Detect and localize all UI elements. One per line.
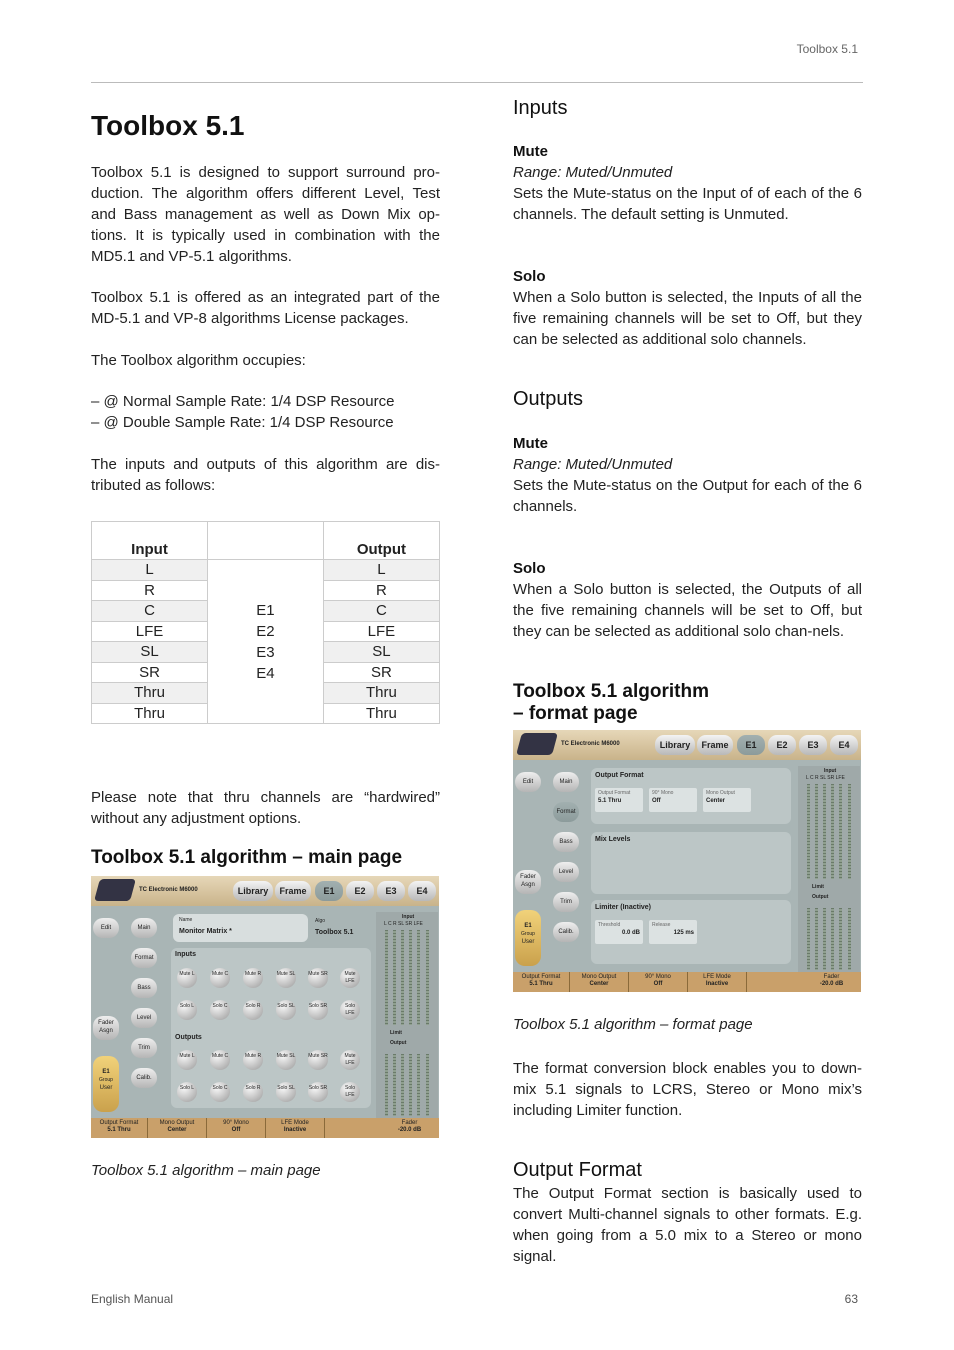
- output-cell: SR: [323, 662, 439, 683]
- tab-frame[interactable]: Frame: [275, 881, 311, 901]
- meter-panel: [376, 912, 438, 1118]
- meter-input-label: Input: [402, 914, 415, 920]
- output-format-panel-label: Output Format: [595, 772, 644, 779]
- output-cell: L: [323, 560, 439, 581]
- group-selector[interactable]: [93, 1056, 119, 1112]
- output-solo-sr[interactable]: Solo SR: [308, 1082, 328, 1102]
- output-mute-title: Mute: [513, 435, 548, 452]
- group-selector[interactable]: [515, 910, 541, 966]
- output-solo-title: Solo: [513, 560, 546, 577]
- page-number: 63: [844, 1292, 858, 1306]
- tab-e1[interactable]: E1: [315, 881, 343, 901]
- format-page-caption: Toolbox 5.1 algorithm – format page: [513, 1016, 753, 1033]
- output-cell: C: [323, 601, 439, 622]
- nav-level[interactable]: Level: [131, 1008, 157, 1028]
- output-mute-l[interactable]: Mute L: [177, 1050, 197, 1070]
- output-format-paragraph: The Output Format section is basically used to convert Multi-channel signals to other formats. E.g. when going from a 5.0 mix to a Stereo or mono signal.: [513, 1185, 862, 1265]
- algo-value: Toolbox 5.1: [315, 929, 354, 936]
- nav-format[interactable]: Format: [553, 802, 579, 822]
- output-cell: SL: [323, 642, 439, 663]
- intro: [91, 162, 440, 267]
- main-page-screenshot: [91, 876, 439, 1138]
- input-cell: R: [92, 580, 208, 601]
- main-page-heading: Toolbox 5.1 algorithm – main page: [91, 847, 403, 868]
- output-solo-l[interactable]: Solo L: [177, 1082, 197, 1102]
- nav-main[interactable]: Main: [131, 918, 157, 938]
- param-90-mono[interactable]: 90° Mono Off: [207, 1118, 266, 1138]
- param-lfe-mode[interactable]: LFE Mode Inactive: [266, 1118, 325, 1138]
- meter-channels: L C R SL SR LFE: [806, 775, 845, 781]
- engine-label: E3: [256, 643, 275, 661]
- meter-limit-label: Limit: [390, 1030, 402, 1036]
- dsp-list: [91, 391, 440, 433]
- meter-output-label: Output: [390, 1040, 407, 1046]
- input-cell: SR: [92, 662, 208, 683]
- inputs-label: Inputs: [175, 951, 196, 958]
- inputs-heading: Inputs: [513, 97, 568, 119]
- input-mute-l[interactable]: Mute L: [177, 968, 197, 988]
- page-title: Toolbox 5.1: [91, 110, 245, 141]
- input-solo-c[interactable]: Solo C: [210, 1000, 230, 1020]
- nav-calib[interactable]: Calib.: [553, 922, 579, 942]
- input-mute-sr[interactable]: Mute SR: [308, 968, 328, 988]
- input-solo-title: Solo: [513, 268, 546, 285]
- group-engine: E1: [524, 923, 532, 929]
- brand-label: TC Electronic M6000: [139, 887, 198, 893]
- mono-90-field[interactable]: 90° Mono Off: [649, 788, 697, 812]
- meter-panel: [798, 766, 860, 972]
- input-mute-r[interactable]: Mute R: [243, 968, 263, 988]
- input-mute-c[interactable]: Mute C: [210, 968, 230, 988]
- output-solo-lfe[interactable]: Solo LFE: [340, 1082, 360, 1102]
- nav-trim[interactable]: Trim: [553, 892, 579, 912]
- engine-label: E2: [256, 622, 275, 640]
- meter-input-label: Input: [824, 768, 837, 774]
- input-header: Input: [92, 522, 208, 560]
- engine-cell: [208, 560, 324, 724]
- tab-library[interactable]: Library: [233, 881, 273, 901]
- name-label: Name: [179, 917, 193, 923]
- mono-output-field[interactable]: Mono Output Center: [703, 788, 751, 812]
- engine-label: E4: [256, 664, 275, 682]
- input-solo-sl[interactable]: Solo SL: [276, 1000, 296, 1020]
- distribution-paragraph: The inputs and outputs of this algorithm are dis-tributed as follows:: [91, 456, 440, 494]
- limiter-label: Limiter (Inactive): [595, 904, 652, 911]
- tab-e2[interactable]: E2: [346, 881, 374, 901]
- tab-e4[interactable]: E4: [408, 881, 436, 901]
- parameter-bar: [513, 972, 861, 992]
- input-cell: Thru: [92, 683, 208, 704]
- output-mute-range: Range: Muted/Unmuted: [513, 456, 673, 473]
- engine-label: E1: [256, 601, 275, 619]
- group-engine: E1: [102, 1069, 110, 1075]
- meter-output-label: Output: [812, 894, 829, 900]
- fader-assign-button[interactable]: Fader Asgn: [93, 1016, 119, 1040]
- header-rule: [91, 82, 863, 83]
- tab-e3[interactable]: E3: [377, 881, 405, 901]
- input-mute-title: Mute: [513, 143, 548, 160]
- output-format-panel: [591, 768, 791, 824]
- nav-main[interactable]: Main: [553, 772, 579, 792]
- nav-bass[interactable]: Bass: [553, 832, 579, 852]
- threshold-field[interactable]: Threshold 0.0 dB: [595, 920, 643, 944]
- output-solo-r[interactable]: Solo R: [243, 1082, 263, 1102]
- param-fader[interactable]: Fader -20.0 dB: [819, 974, 844, 987]
- nav-trim[interactable]: Trim: [131, 1038, 157, 1058]
- input-solo-sr[interactable]: Solo SR: [308, 1000, 328, 1020]
- param-output-format[interactable]: Output Format 5.1 Thru: [513, 972, 570, 992]
- format-page-heading-2: – format page: [513, 703, 638, 724]
- main-page-caption: Toolbox 5.1 algorithm – main page: [91, 1162, 321, 1179]
- output-mute-sr[interactable]: Mute SR: [308, 1050, 328, 1070]
- list-item: – @ Double Sample Rate: 1/4 DSP Resource: [91, 412, 440, 433]
- device-icon: [516, 733, 558, 755]
- param-mono-output[interactable]: Mono Output Center: [148, 1118, 207, 1138]
- param-90-mono[interactable]: 90° Mono Off: [629, 972, 688, 992]
- meter-limit-label: Limit: [812, 884, 824, 890]
- edit-button[interactable]: Edit: [515, 772, 541, 792]
- running-header: Toolbox 5.1: [796, 42, 858, 56]
- output-mute-r[interactable]: Mute R: [243, 1050, 263, 1070]
- brand-label: TC Electronic M6000: [561, 741, 620, 747]
- param-mono-output[interactable]: Mono Output Center: [570, 972, 629, 992]
- device-icon: [94, 879, 136, 901]
- nav-format[interactable]: Format: [131, 948, 157, 968]
- name-field[interactable]: [173, 914, 308, 942]
- release-field[interactable]: Release 125 ms: [649, 920, 697, 944]
- footer-manual: English Manual: [91, 1292, 174, 1306]
- tab-e4[interactable]: E4: [830, 735, 858, 755]
- algo-label: Algo: [315, 918, 326, 924]
- occupies-paragraph: The Toolbox algorithm occupies:: [91, 352, 306, 369]
- input-cell: SL: [92, 642, 208, 663]
- nav-calib[interactable]: Calib.: [131, 1068, 157, 1088]
- tab-e2[interactable]: E2: [768, 735, 796, 755]
- input-cell: LFE: [92, 621, 208, 642]
- output-cell: LFE: [323, 621, 439, 642]
- limiter-panel: [591, 900, 791, 964]
- nav-bass[interactable]: Bass: [131, 978, 157, 998]
- tab-e1[interactable]: E1: [737, 735, 765, 755]
- input-solo-lfe[interactable]: Solo LFE: [340, 1000, 360, 1020]
- license-paragraph: Toolbox 5.1 is offered as an integrated part of the MD-5.1 and VP-8 algorithms License packages.: [91, 289, 440, 327]
- mix-levels-label: Mix Levels: [595, 836, 631, 843]
- nav-level[interactable]: Level: [553, 862, 579, 882]
- input-mute-range: Range: Muted/Unmuted: [513, 164, 673, 181]
- input-cell: L: [92, 560, 208, 581]
- output-format-heading: Output Format: [513, 1159, 642, 1181]
- meter-channels: L C R SL SR LFE: [384, 921, 423, 927]
- format-paragraph: The format conversion block enables you to down-mix 5.1 signals to LCRS, Stereo or Mono mix’s including Limiter function.: [513, 1060, 862, 1119]
- middle-header: [208, 522, 324, 560]
- outputs-label: Outputs: [175, 1034, 202, 1041]
- io-table: [91, 521, 440, 724]
- output-mute-desc: Sets the Mute-status on the Output for each of the 6 channels.: [513, 477, 862, 515]
- group-label: Group: [99, 1077, 113, 1083]
- output-mute-lfe[interactable]: Mute LFE: [340, 1050, 360, 1070]
- intro-paragraph: Toolbox 5.1 is designed to support surround pro-duction. The algorithm offers different Level, Test and Bass management as well as Down Mix op-tions. It is typically used in combination with the MD5.1 and VP-5.1 algorithms.: [91, 164, 440, 265]
- input-cell: Thru: [92, 703, 208, 724]
- output-format-field[interactable]: Output Format 5.1 Thru: [595, 788, 643, 812]
- tab-e3[interactable]: E3: [799, 735, 827, 755]
- param-fader[interactable]: Fader -20.0 dB: [397, 1120, 422, 1133]
- output-solo-desc: When a Solo button is selected, the Outputs of all the five remaining channels will be set to Off, but they can be selected as additional solo chan-nels.: [513, 581, 862, 640]
- input-solo-desc: When a Solo button is selected, the Inputs of all the five remaining channels will be set to Off, but they can be selected as additional solo channels.: [513, 289, 862, 348]
- tab-library[interactable]: Library: [655, 735, 695, 755]
- mix-levels-panel: [591, 832, 791, 894]
- output-cell: Thru: [323, 683, 439, 704]
- output-solo-sl[interactable]: Solo SL: [276, 1082, 296, 1102]
- group-label: Group: [521, 931, 535, 937]
- output-cell: R: [323, 580, 439, 601]
- input-mute-desc: Sets the Mute-status on the Input of of each of the 6 channels. The default setting is Unmuted.: [513, 185, 862, 223]
- name-value: Monitor Matrix *: [179, 928, 232, 935]
- input-mute-lfe[interactable]: Mute LFE: [340, 968, 360, 988]
- param-lfe-mode[interactable]: LFE Mode Inactive: [688, 972, 747, 992]
- output-solo-c[interactable]: Solo C: [210, 1082, 230, 1102]
- parameter-bar: [91, 1118, 439, 1138]
- format-page-screenshot: [513, 730, 861, 992]
- input-mute-sl[interactable]: Mute SL: [276, 968, 296, 988]
- group-user: User: [99, 1085, 113, 1091]
- input-solo-r[interactable]: Solo R: [243, 1000, 263, 1020]
- tab-frame[interactable]: Frame: [697, 735, 733, 755]
- output-mute-c[interactable]: Mute C: [210, 1050, 230, 1070]
- input-solo-l[interactable]: Solo L: [177, 1000, 197, 1020]
- output-cell: Thru: [323, 703, 439, 724]
- input-cell: C: [92, 601, 208, 622]
- thru-note: Please note that thru channels are “hardwired” without any adjustment options.: [91, 789, 440, 827]
- param-output-format[interactable]: Output Format 5.1 Thru: [91, 1118, 148, 1138]
- edit-button[interactable]: Edit: [93, 918, 119, 938]
- output-mute-sl[interactable]: Mute SL: [276, 1050, 296, 1070]
- format-page-heading-1: Toolbox 5.1 algorithm: [513, 681, 709, 702]
- group-user: User: [521, 939, 535, 945]
- list-item: – @ Normal Sample Rate: 1/4 DSP Resource: [91, 391, 440, 412]
- output-header: Output: [323, 522, 439, 560]
- outputs-heading: Outputs: [513, 388, 584, 410]
- fader-assign-button[interactable]: Fader Asgn: [515, 870, 541, 894]
- left-column: [91, 110, 440, 142]
